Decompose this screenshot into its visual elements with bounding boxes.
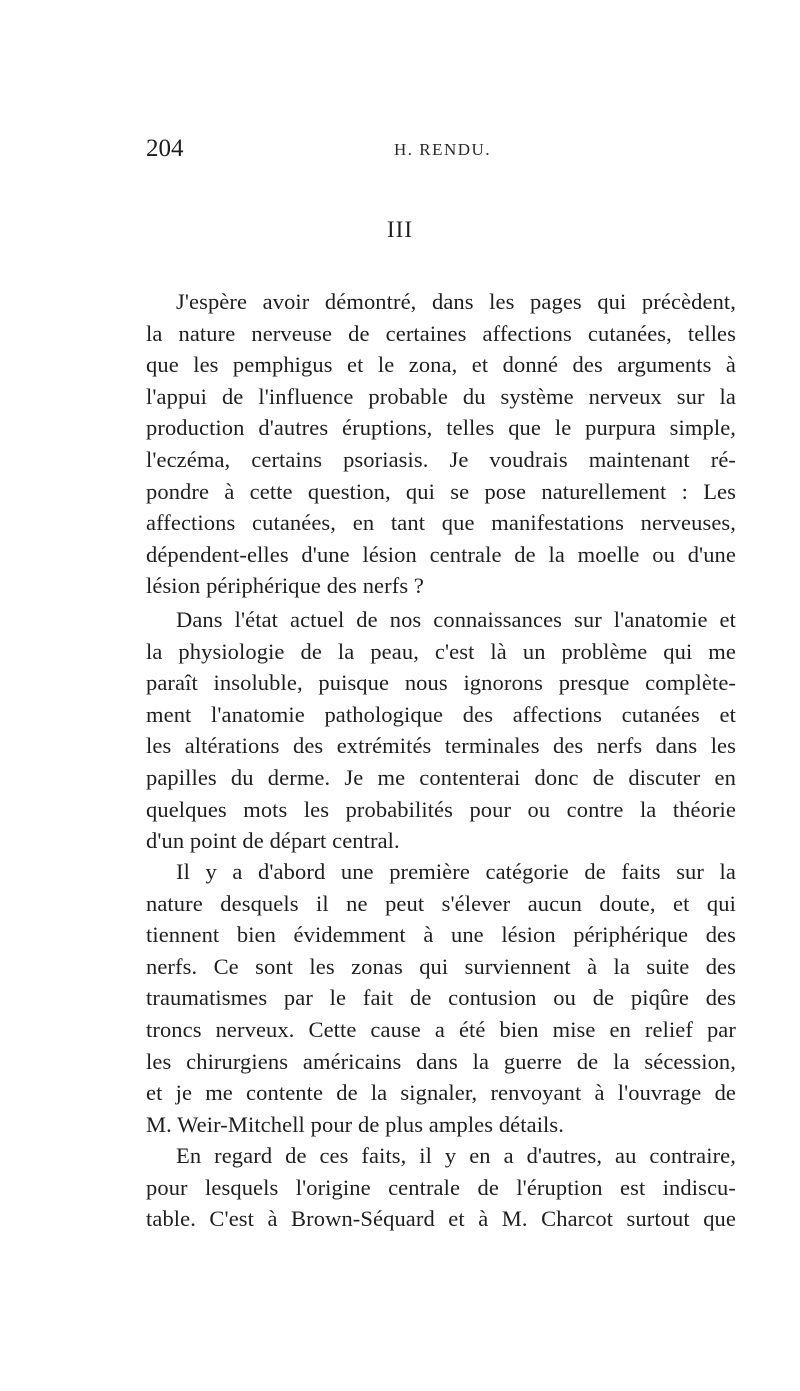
text-line: les altérations des extrémités terminales des nerfs dans les xyxy=(146,733,736,759)
text-line: papilles du derme. Je me contenterai donc de discuter en xyxy=(146,764,736,790)
paragraph xyxy=(146,286,736,602)
text-line: En regard de ces faits, il y en a d'autres, au contraire, xyxy=(176,1143,736,1168)
text-line: l'eczéma, certains psoriasis. Je voudrais maintenant ré- xyxy=(146,446,736,472)
text-line: les chirurgiens américains dans la guerre de la sécession, xyxy=(146,1048,736,1074)
text-line: tiennent bien évidemment à une lésion périphérique des xyxy=(146,922,736,948)
text-line: M. Weir-Mitchell pour de plus amples détails. xyxy=(146,1111,564,1137)
text-line: paraît insoluble, puisque nous ignorons presque complète- xyxy=(146,670,736,696)
running-head xyxy=(146,134,736,164)
paragraph xyxy=(146,856,736,1140)
text-line: pondre à cette question, qui se pose naturellement : Les xyxy=(146,478,736,504)
text-line: ment l'anatomie pathologique des affections cutanées et xyxy=(146,701,736,727)
text-line: la nature nerveuse de certaines affections cutanées, telles xyxy=(146,320,736,346)
text-line: dépendent-elles d'une lésion centrale de la moelle ou d'une xyxy=(146,541,736,567)
paragraph xyxy=(146,1140,736,1235)
text-line: d'un point de départ central. xyxy=(146,828,400,854)
page-number: 204 xyxy=(146,135,184,162)
text-line: l'appui de l'influence probable du système nerveux sur la xyxy=(146,383,736,409)
text-line: troncs nerveux. Cette cause a été bien mise en relief par xyxy=(146,1016,736,1042)
text-line: affections cutanées, en tant que manifestations nerveuses, xyxy=(146,510,736,536)
text-line: lésion périphérique des nerfs ? xyxy=(146,573,424,599)
text-line: table. C'est à Brown-Séquard et à M. Charcot surtout que xyxy=(146,1206,736,1232)
section-heading: III xyxy=(387,217,413,242)
text-line: quelques mots les probabilités pour ou contre la théorie xyxy=(146,796,736,822)
text-line: la physiologie de la peau, c'est là un problème qui me xyxy=(146,638,736,664)
text-line: nature desquels il ne peut s'élever aucun doute, et qui xyxy=(146,890,736,916)
text-line: traumatismes par le fait de contusion ou de piqûre des xyxy=(146,985,736,1011)
paragraph xyxy=(146,604,736,857)
text-line: Dans l'état actuel de nos connaissances sur l'anatomie et xyxy=(176,607,736,632)
running-head-author: H. RENDU. xyxy=(394,140,492,159)
text-line: nerfs. Ce sont les zonas qui surviennent à la suite des xyxy=(146,953,736,979)
text-line: pour lesquels l'origine centrale de l'éruption est indiscu- xyxy=(146,1174,736,1200)
text-line: J'espère avoir démontré, dans les pages qui précèdent, xyxy=(176,289,736,314)
text-line: et je me contente de la signaler, renvoyant à l'ouvrage de xyxy=(146,1080,736,1106)
text-line: que les pemphigus et le zona, et donné des arguments à xyxy=(146,352,736,378)
text-line: Il y a d'abord une première catégorie de faits sur la xyxy=(176,859,736,884)
text-line: production d'autres éruptions, telles que le purpura simple, xyxy=(146,415,736,441)
